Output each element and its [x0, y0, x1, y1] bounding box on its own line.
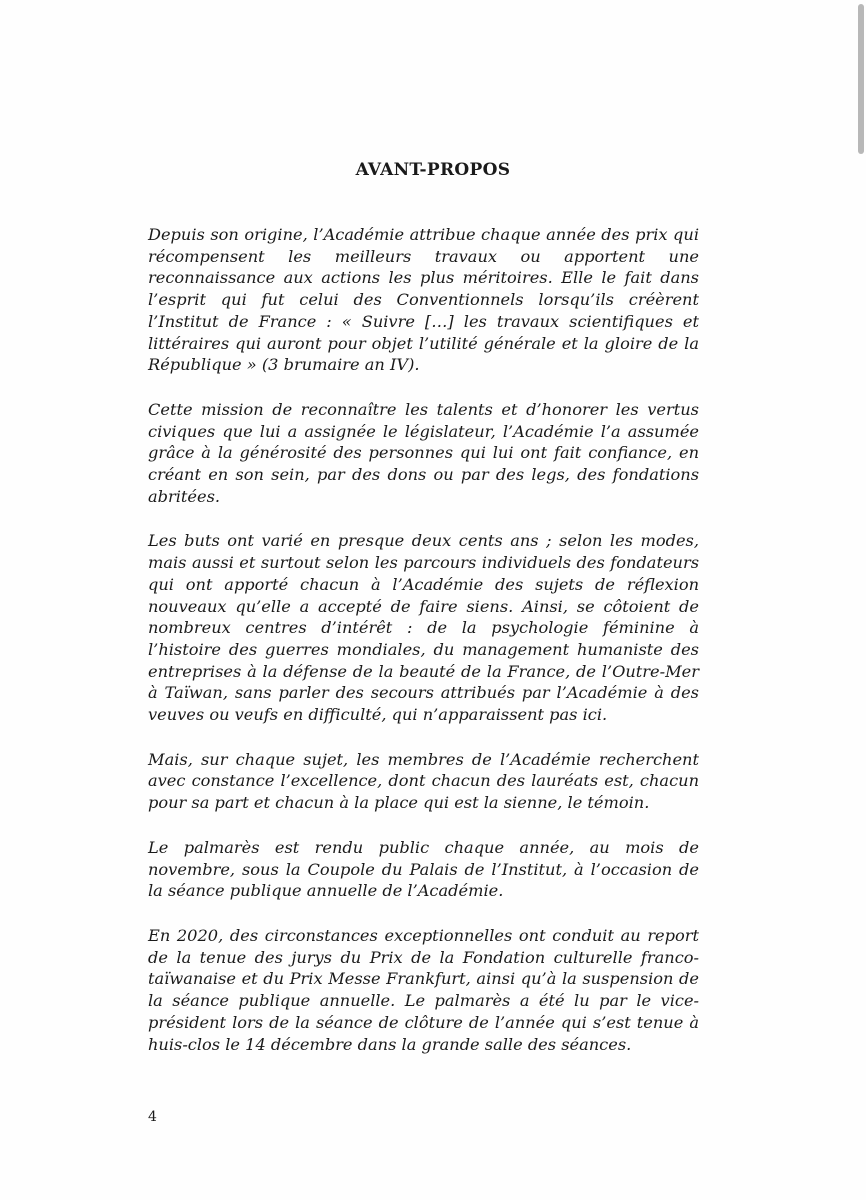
- paragraph-6: En 2020, des circonstances exceptionnelles ont conduit au report de la tenue des jurys du Prix de la Fondation culturelle franco-taïwanaise et du Prix Messe Frankfurt, ainsi qu’à la suspension de la séance publique annuelle. Le palmarès a été lu par le vice-président lors de la séance de clôture de l’année qui s’est tenue à huis-clos le 14 décembre dans la grande salle des séances.: [148, 925, 699, 1054]
- page-number: 4: [148, 1109, 157, 1125]
- scrollbar-thumb[interactable]: [858, 4, 864, 154]
- paragraph-5: Le palmarès est rendu public chaque année, au mois de novembre, sous la Coupole du Palais de l’Institut, à l’occasion de la séance publique annuelle de l’Académie.: [148, 837, 699, 901]
- paragraph-2: Cette mission de reconnaître les talents et d’honorer les vertus civiques que lui a assignée le législateur, l’Académie l’a assumée grâce à la générosité des personnes qui lui ont fait confiance, en créant en son sein, par des dons ou par des legs, des fondations abritées.: [148, 399, 699, 506]
- paragraph-3: Les buts ont varié en presque deux cents ans ; selon les modes, mais aussi et surtout selon les parcours individuels des fondateurs qui ont apporté chacun à l’Académie des sujets de réflexion nouveaux qu’elle a accepté de faire siens. Ainsi, se côtoient de nombreux centres d’intérêt : de la psychologie féminine à l’histoire des guerres mondiales, du management humaniste des entreprises à la défense de la beauté de la France, de l’Outre-Mer à Taïwan, sans parler des secours attribués par l’Académie à des veuves ou veufs en difficulté, qui n’apparaissent pas ici.: [148, 531, 699, 725]
- page-title: AVANT-PROPOS: [355, 160, 511, 180]
- body-text: [148, 224, 699, 1078]
- paragraph-1: Depuis son origine, l’Académie attribue chaque année des prix qui récompensent les meilleurs travaux ou apportent une reconnaissance aux actions les plus méritoires. Elle le fait dans l’esprit qui fut celui des Conventionnels lorsqu’ils créèrent l’Institut de France : « Suivre […] les travaux scientifiques et littéraires qui auront pour objet l’utilité générale et la gloire de la République » (3 brumaire an IV).: [148, 225, 699, 375]
- paragraph-4: Mais, sur chaque sujet, les membres de l’Académie recherchent avec constance l’excellence, dont chacun des lauréats est, chacun pour sa part et chacun à la place qui est la sienne, le témoin.: [148, 749, 699, 813]
